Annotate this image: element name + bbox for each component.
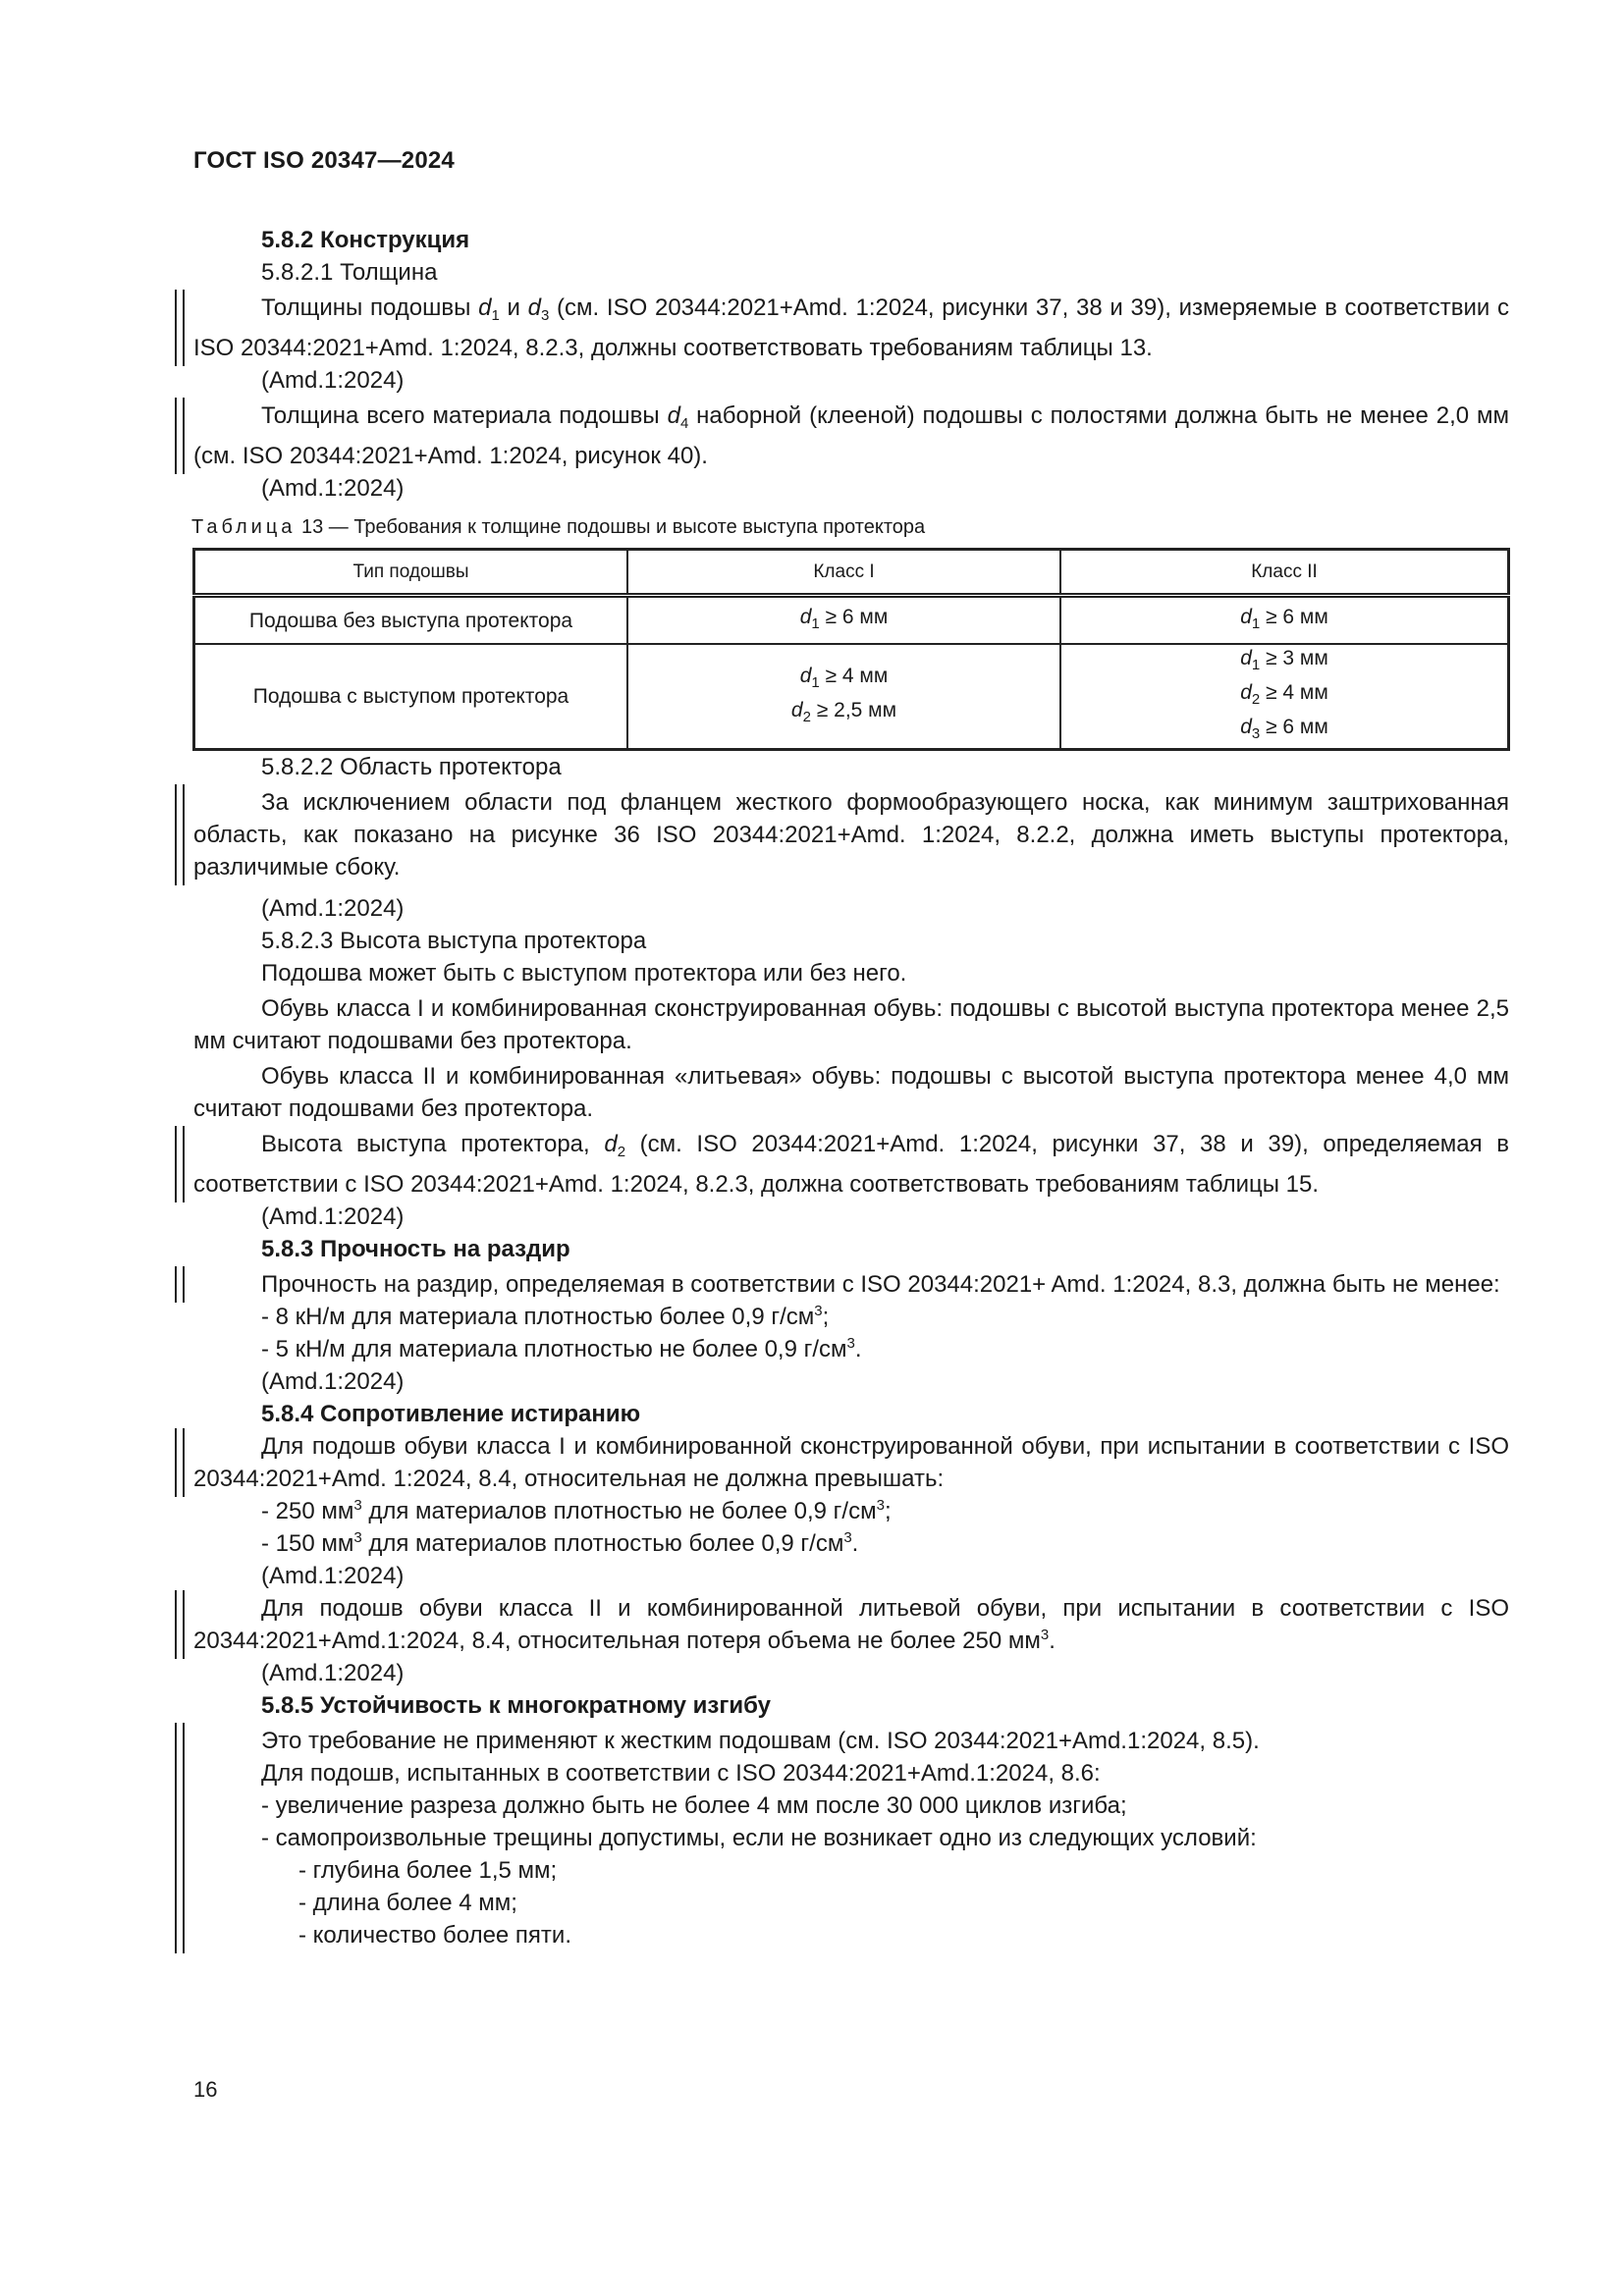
nested-list-item: - количество более пяти. [298,1922,571,1949]
column-header: Тип подошвы [194,550,628,596]
amendment-note: (Amd.1:2024) [261,1660,405,1686]
table-13 [192,548,1510,751]
table-cell: $d_1 \ge 4$ мм $d_2 \ge 2,5$ мм [627,644,1060,750]
nested-list-item: - глубина более 1,5 мм; [298,1857,558,1884]
subsection-heading-5-8-2-1: 5.8.2.1 Толщина [261,259,438,286]
paragraph-tread-area: За исключением области под фланцем жесткого формообразующего носка, как минимум заштрихованная область, как показано на рисунке 36 ISO 20344:2021+Amd. 1:2024, 8.2.2, должна иметь выступы протектора, различимые сбоку. [193,786,1509,883]
paragraph-abrasion-class2: Для подошв обуви класса II и комбинированной литьевой обуви, при испытании в соответствии с ISO 20344:2021+Amd.1:2024, 8.4, относительная потеря объема не более 250 $мм^3$. [193,1592,1509,1657]
paragraph-thickness-d4: Толщина всего материала подошвы $d_4$ наборной (клееной) подошвы с полостями должна быть не менее 2,0 мм (см. ISO 20344:2021+Amd. 1:2024, рисунок 40). [193,400,1509,472]
amendment-note: (Amd.1:2024) [261,895,405,922]
list-item: - 8 кН/м для материала плотностью более 0,9 $г/см^3$; [261,1303,830,1330]
paragraph: Это требование не применяют к жестким подошвам (см. ISO 20344:2021+Amd.1:2024, 8.5). [261,1728,1260,1754]
document-body [193,224,1509,1951]
amendment-note: (Amd.1:2024) [261,367,405,394]
section-heading-5-8-3: 5.8.3 Прочность на раздир [261,1236,570,1262]
section-heading-5-8-2: 5.8.2 Конструкция [261,227,470,253]
column-header: Класс I [627,550,1060,596]
amendment-note: (Amd.1:2024) [261,1203,405,1230]
section-heading-5-8-4: 5.8.4 Сопротивление истиранию [261,1401,641,1427]
paragraph-tear-strength: Прочность на раздир, определяемая в соответствии с ISO 20344:2021+ Amd. 1:2024, 8.3, должна быть не менее: [193,1268,1509,1301]
table-caption: Таблица 13 — Требования к толщине подошвы и высоте выступа протектора [191,516,926,538]
paragraph: Обувь класса I и комбинированная сконструированная обувь: подошвы с высотой выступа протектора менее 2,5 мм считают подошвами без протектора. [193,995,1509,1054]
list-item: - 250 $мм^3$ для материалов плотностью не более 0,9 $г/см^3$; [261,1497,892,1524]
paragraph: Для подошв, испытанных в соответствии с ISO 20344:2021+Amd.1:2024, 8.6: [261,1760,1101,1787]
list-item: - увеличение разреза должно быть не более 4 мм после 30 000 циклов изгиба; [261,1792,1127,1819]
paragraph-thickness-d1-d3: Толщины подошвы $d_1$ и $d_3$ (см. ISO 20344:2021+Amd. 1:2024, рисунки 37, 38 и 39), измеряемые в соответствии с ISO 20344:2021+Amd. 1:2024, 8.2.3, должны соответствовать требованиям таблицы 13. [193,292,1509,364]
table-cell: Подошва с выступом протектора [194,644,628,750]
paragraph: Обувь класса II и комбинированная «литьевая» обувь: подошвы с высотой выступа протектора менее 4,0 мм считают подошвами без протектора. [193,1063,1509,1122]
table-header-row [194,550,1509,596]
paragraph-cleat-height: Высота выступа протектора, $d_2$ (см. ISO 20344:2021+Amd. 1:2024, рисунки 37, 38 и 39), определяемая в соответствии с ISO 20344:2021+Amd. 1:2024, 8.2.3, должна соответствовать требованиям таблицы 15. [193,1128,1509,1201]
paragraph: Подошва может быть с выступом протектора или без него. [261,960,907,987]
list-item: - самопроизвольные трещины допустимы, если не возникает одно из следующих условий: [261,1825,1257,1851]
subsection-heading-5-8-2-3: 5.8.2.3 Высота выступа протектора [261,928,647,954]
page-number: 16 [193,2077,218,2102]
amendment-note: (Amd.1:2024) [261,1563,405,1589]
amendment-note: (Amd.1:2024) [261,475,405,502]
table-row [194,596,1509,645]
table-cell: $d_1 \ge 6$ мм [627,596,1060,645]
list-item: - 150 $мм^3$ для материалов плотностью более 0,9 $г/см^3$. [261,1529,859,1557]
list-item: - 5 кН/м для материала плотностью не более 0,9 $г/см^3$. [261,1335,862,1362]
column-header: Класс II [1060,550,1509,596]
table-cell: $d_1 \ge 6$ мм [1060,596,1509,645]
paragraph-abrasion-class1: Для подошв обуви класса I и комбинированной сконструированной обуви, при испытании в соответствии с ISO 20344:2021+Amd. 1:2024, 8.4, относительная не должна превышать: [193,1430,1509,1495]
section-heading-5-8-5: 5.8.5 Устойчивость к многократному изгибу [261,1692,771,1719]
table-row [194,644,1509,750]
amendment-note: (Amd.1:2024) [261,1368,405,1395]
table-cell: $d_1 \ge 3$ мм $d_2 \ge 4$ мм $d_3 \ge 6$ мм [1060,644,1509,750]
flex-resistance-block [193,1725,1509,1951]
table-cell: Подошва без выступа протектора [194,596,628,645]
subsection-heading-5-8-2-2: 5.8.2.2 Область протектора [261,754,562,780]
document-header: ГОСТ ISO 20347—2024 [193,147,455,174]
nested-list-item: - длина более 4 мм; [298,1890,517,1916]
